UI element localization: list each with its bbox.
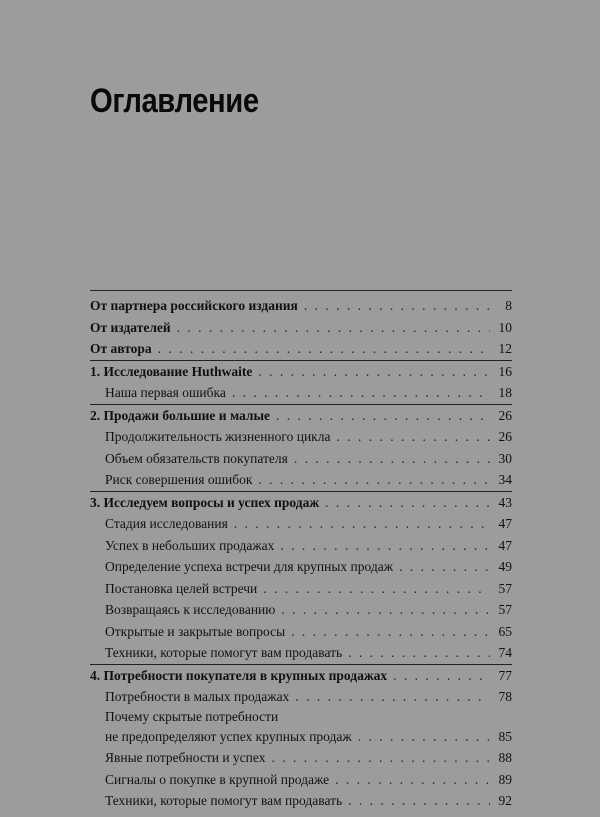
toc-leader-dots bbox=[276, 405, 490, 427]
toc-leader-dots bbox=[304, 295, 490, 317]
toc-entry-title: Стадия исследования bbox=[105, 516, 228, 531]
toc-subentry[interactable] bbox=[90, 556, 512, 578]
toc-entry-page: 43 bbox=[498, 494, 512, 510]
toc-subentry-first-line[interactable] bbox=[90, 708, 512, 726]
toc-leader-dots bbox=[348, 790, 490, 812]
toc-subentry[interactable] bbox=[90, 726, 512, 748]
toc-entry-title: Успех в небольших продажах bbox=[105, 537, 275, 553]
toc-leader-dots bbox=[258, 361, 490, 383]
toc-subentry[interactable] bbox=[90, 599, 512, 621]
toc-entry-title: От издателей bbox=[90, 319, 171, 335]
toc-entry-page: 89 bbox=[498, 771, 512, 787]
toc-entry-title: 4. Потребности покупателя в крупных продажах bbox=[90, 667, 388, 683]
toc-subentry[interactable] bbox=[90, 448, 512, 470]
toc-entry-page: 77 bbox=[498, 667, 512, 683]
toc-entry-page: 74 bbox=[498, 645, 512, 660]
toc-leader-dots bbox=[325, 492, 490, 514]
toc-entry-title: Риск совершения ошибок bbox=[105, 472, 253, 487]
toc-entry-title: От партнера российского издания bbox=[90, 298, 298, 313]
toc-entry-page: 47 bbox=[498, 537, 512, 553]
toc-entry-title: Техники, которые помогут вам продавать bbox=[105, 793, 343, 808]
toc-entry-title: Возвращаясь к исследованию bbox=[105, 602, 276, 617]
toc-entry-title: 1. Исследование Huthwaite bbox=[90, 363, 253, 379]
toc-entry-page: 34 bbox=[498, 472, 512, 487]
toc-entry-page: 78 bbox=[498, 689, 512, 704]
toc-entry-title: Открытые и закрытые вопросы bbox=[105, 623, 286, 639]
toc-subentry[interactable] bbox=[90, 747, 512, 769]
toc-leader-dots bbox=[295, 686, 490, 708]
toc-subentry[interactable] bbox=[90, 790, 512, 812]
toc-entry-page: 26 bbox=[498, 407, 512, 423]
toc-subentry[interactable] bbox=[90, 769, 512, 791]
toc-entry-title: не предопределяют успех крупных продаж bbox=[105, 728, 352, 744]
toc-entry-page: 88 bbox=[498, 750, 512, 765]
toc-entry-page: 49 bbox=[498, 559, 512, 574]
toc-entry-page: 16 bbox=[498, 363, 512, 379]
toc-entry-page: 8 bbox=[505, 298, 512, 313]
toc-leader-dots bbox=[158, 338, 490, 360]
toc-leader-dots bbox=[399, 556, 490, 578]
toc-entry-title: Наша первая ошибка bbox=[105, 385, 226, 400]
toc-entry-title: Почему скрытые потребности bbox=[105, 708, 279, 724]
toc-chapter-entry[interactable] bbox=[90, 360, 512, 383]
toc-chapter-entry[interactable] bbox=[90, 491, 512, 514]
toc-entry-title: Техники, которые помогут вам продавать bbox=[105, 645, 343, 660]
toc-entry-title: 3. Исследуем вопросы и успех продаж bbox=[90, 494, 320, 510]
toc-entry-title: 2. Продажи большие и малые bbox=[90, 407, 271, 423]
toc-subentry[interactable] bbox=[90, 426, 512, 448]
toc-subentry[interactable] bbox=[90, 578, 512, 600]
toc-entry[interactable] bbox=[90, 317, 512, 339]
toc-leader-dots bbox=[291, 621, 490, 643]
toc-chapter-entry[interactable] bbox=[90, 664, 512, 687]
toc-entry-page: 57 bbox=[498, 602, 512, 617]
toc-entry-title: Потребности в малых продажах bbox=[105, 689, 290, 704]
toc-entry-page: 26 bbox=[498, 429, 512, 444]
toc-entry[interactable] bbox=[90, 338, 512, 360]
toc-subentry[interactable] bbox=[90, 621, 512, 643]
table-of-contents bbox=[90, 290, 512, 812]
toc-leader-dots bbox=[393, 665, 490, 687]
toc-top-rule bbox=[90, 290, 512, 291]
toc-entry-page: 57 bbox=[498, 580, 512, 596]
toc-entry-title: От автора bbox=[90, 341, 152, 356]
toc-entry-page: 30 bbox=[498, 450, 512, 466]
toc-entry-page: 47 bbox=[498, 516, 512, 531]
toc-subentry[interactable] bbox=[90, 642, 512, 664]
toc-leader-dots bbox=[232, 382, 490, 404]
page-title: Оглавление bbox=[90, 82, 259, 120]
toc-entry[interactable] bbox=[90, 295, 512, 317]
toc-entry-title: Явные потребности и успех bbox=[105, 750, 266, 765]
toc-leader-dots bbox=[358, 726, 490, 748]
toc-entry-title: Объем обязательств покупателя bbox=[105, 450, 288, 466]
toc-leader-dots bbox=[258, 469, 490, 491]
toc-leader-dots bbox=[348, 642, 490, 664]
toc-entry-page: 10 bbox=[498, 319, 512, 335]
toc-entry-title: Постановка целей встречи bbox=[105, 580, 258, 596]
toc-leader-dots bbox=[234, 513, 490, 535]
toc-leader-dots bbox=[281, 599, 490, 621]
toc-entry-title: Сигналы о покупке в крупной продаже bbox=[105, 771, 330, 787]
toc-entry-title: Определение успеха встречи для крупных продаж bbox=[105, 559, 394, 574]
toc-entry-page: 65 bbox=[498, 623, 512, 639]
toc-entry-page: 18 bbox=[498, 385, 512, 400]
toc-leader-dots bbox=[294, 448, 490, 470]
toc-leader-dots bbox=[335, 769, 490, 791]
toc-subentry[interactable] bbox=[90, 469, 512, 491]
toc-chapter-entry[interactable] bbox=[90, 404, 512, 427]
toc-entry-page: 12 bbox=[498, 341, 512, 356]
toc-entry-page: 92 bbox=[498, 793, 512, 808]
toc-leader-dots bbox=[271, 747, 490, 769]
toc-subentry[interactable] bbox=[90, 513, 512, 535]
toc-subentry[interactable] bbox=[90, 382, 512, 404]
toc-subentry[interactable] bbox=[90, 686, 512, 708]
toc-leader-dots bbox=[336, 426, 490, 448]
toc-leader-dots bbox=[263, 578, 490, 600]
toc-leader-dots bbox=[177, 317, 490, 339]
toc-subentry[interactable] bbox=[90, 535, 512, 557]
toc-leader-dots bbox=[280, 535, 490, 557]
toc-entry-title: Продолжительность жизненного цикла bbox=[105, 429, 331, 444]
toc-entry-page: 85 bbox=[498, 728, 512, 744]
